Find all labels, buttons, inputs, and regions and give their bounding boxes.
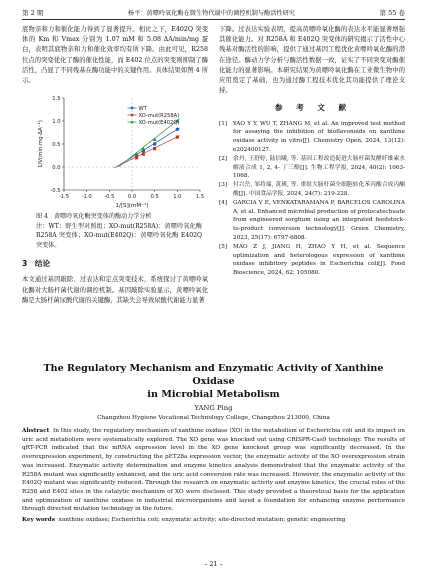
y-tick-label: 0.0	[52, 165, 61, 172]
legend-marker	[131, 107, 134, 110]
x-tick-label: -0.5	[104, 194, 115, 201]
section-title-conclusion: 3 结论	[22, 259, 51, 269]
english-abstract-block	[22, 362, 405, 525]
legend-marker	[131, 114, 134, 117]
data-point	[153, 147, 156, 150]
data-point	[153, 143, 156, 146]
lineweaver-burk-plot	[22, 90, 208, 210]
abstract-text: In this study, the regulatory mechanism of xanthine oxidase (XO) in the metabolism of Escherichia coli and its impact on uric acid metabolism were systematically explored. The XO gene was knocked out using CRISPR-Cas9 technology. The results of qRT-PCR indicated that the mRNA expression level in the XO gene knockout group was significantly decreased. In the overexpression experiment, by constructing the pET28a expression vector, the enzymatic activity of the XO overexpression strain was increased. Enzymatic activity determination and enzyme kinetics analysis demonstrated that the enzymatic activity of the R258A mutant was significantly enhanced, and the uric acid conversion rate was increased. However, the enzymatic activity of the E402Q mutant was significantly reduced. Through the research on enzymatic activity and enzyme kinetics, the crucial roles of the R258 and E402 sites in the catalytic mechanism of XO were disclosed. This study provided a theoretical basis for the application and optimization of xanthine oxidase in industrial microorganisms and layed a foundation for enhancing enzyme performance through directed mutation technology in the future.	[22, 428, 405, 513]
running-header	[22, 6, 405, 20]
conclusion-paragraph: 本文通过基因敲除、过表达和定点突变技术，系统探讨了黄嘌呤氧化酶对大肠杆菌代谢的调控机制。基因敲除实验显示，黄嘌呤氧化酶是大肠杆菌尿酸代谢的关键酶，其缺失会导致尿酸代谢能力显著	[22, 276, 208, 304]
reference-item: [2] 余丹, 王舒婷, 陆信曦, 等. 基因工程改造促进大肠杆菌发酵纤维素水解液合成 1, 2, 4- 丁三醇[J]. 生物工程学报, 2024, 40(2): 1063-1068.	[219, 155, 405, 180]
legend-label: XO-mut(R258A)	[138, 113, 180, 120]
reference-item: [5] MAO Z J, JIANG H, ZHAO Y H, et al. Sequence optimization and heterologous expression of xanthine oxidase inhibitory peptides in Escherichia coli[J]. Food Bioscience, 2024, 62: 105080.	[219, 243, 405, 277]
header-issue: 第 2 期	[22, 9, 44, 17]
results-paragraph: 底物亲和力和催化能力得到了显著提升。相比之下，E402Q 突变体的 Km 和 Vmax 分别为 1.07 mM 和 5.08 ΔA/min/mg 蛋白，表明其底物亲和力和催化效率均有所下降。由此可见，R258 位点的突变优化了酶的催化性能，而 E402 位点的突变则抑制了酶活性，凸显了不同残基在酶功能中的关键作用。具体结果如图 4 所示。	[22, 26, 208, 85]
references-list	[219, 120, 405, 278]
reference-item: [1] YAO Y Y, WU T, ZHANG M, et al. An improved test method for assaying the inhibition of bioflavonoids on xanthine oxidase activity in vitro[J]. Chemistry Open, 2024, 13(12): e202400127.	[219, 120, 405, 154]
reference-item: [4] GARCIA V E, VENKATARAMANA P, BARCELOS CAROLINA A, et al. Enhanced microbial production of protocatechuate from engineered sorghum using an integrated feedstock-to-product conversion technology[J]. Green Chemistry, 2023, 25(17): 6797-6808.	[219, 199, 405, 241]
x-tick-label: -1.0	[81, 194, 92, 201]
kinetics-chart	[22, 90, 208, 210]
english-affiliation: Changzhou Hygiene Vocational Technology College, Changzhou 213000, China	[97, 415, 330, 421]
series-fit-line	[118, 119, 179, 167]
keywords-label: Key words	[22, 517, 55, 524]
references-title: 参 考 文 献	[274, 103, 350, 113]
x-tick-label: 1.0	[173, 194, 182, 201]
y-tick-label: 1.0	[52, 119, 61, 126]
figure-caption-block	[22, 212, 208, 250]
page-number: – 21 –	[204, 560, 223, 568]
legend-label: WT	[138, 106, 147, 113]
header-title: 杨平：黄嘌呤氧化酶在微生物代谢中的调控机制与酶活性研究	[127, 10, 295, 17]
x-tick-label: 0.5	[150, 194, 159, 201]
x-tick-label: 0.0	[127, 194, 137, 201]
english-keywords	[22, 516, 405, 525]
y-tick-label: -0.5	[50, 188, 61, 195]
x-axis-label: 1/[S](mM⁻¹)	[115, 203, 149, 210]
right-column	[219, 25, 405, 278]
y-tick-label: 0.5	[52, 142, 61, 149]
conclusion-continued: 下降。过表达实验表明，提高黄嘌呤氧化酶的表达水平能显著增强其催化能力。对 R258A 和 E402Q 突变体的研究揭示了活性中心残基对酶活性的影响，提供了通过基因工程优化黄嘌呤氧化酶的潜在途径。酶动力学分析与酶活性数据一致，证实了不同突变对酶催化能力的显著影响。本研究结果为黄嘌呤氧化酶在工业微生物中的应用奠定了基础，也为通过酶工程技术优化其功能提供了理论支持。	[219, 26, 405, 95]
english-author: YANG Ping	[194, 404, 233, 412]
left-column	[22, 25, 208, 306]
data-point	[176, 128, 179, 131]
legend-label: XO-mut(E402Q)	[138, 120, 180, 127]
y-axis-label: 1/V(min·mg·ΔA⁻¹)	[38, 120, 44, 169]
figure-legend-note: 注：WT：野生型对照组；XO-mut(R258A)：黄嘌呤氧化酶 R258A 突变体；XO-mut(E402Q)：黄嘌呤氧化酶 E402Q 突变体。	[36, 222, 202, 249]
x-tick-label: 1.5	[195, 194, 205, 201]
english-title: The Regulatory Mechanism and Enzymatic Activity of Xanthine Oxidase in Microbial Metabolism	[43, 363, 384, 400]
reference-item: [3] 付兴岳, 邹将瑞, 黄瑛, 等. 重组大肠杆菌全细胞转化苯丙酸合成丙酮酸[J]. 中国食品学报, 2024, 24(7): 219-228.	[219, 182, 405, 197]
figure-caption: 图 4 黄嘌呤氧化酶突变体的酶动力学分析	[36, 213, 152, 221]
x-tick-label: -1.5	[58, 194, 70, 201]
keywords-text: xanthine oxidase; Escherichia coli; enzymatic activity; site-directed mutation; genetic engineering	[58, 517, 346, 524]
abstract-label: Abstract	[22, 428, 50, 434]
data-point	[176, 136, 179, 139]
y-tick-label: 1.5	[52, 96, 61, 103]
data-point	[142, 153, 145, 156]
header-volume: 第 55 卷	[379, 9, 405, 17]
english-abstract	[22, 427, 405, 514]
data-point	[135, 156, 138, 159]
